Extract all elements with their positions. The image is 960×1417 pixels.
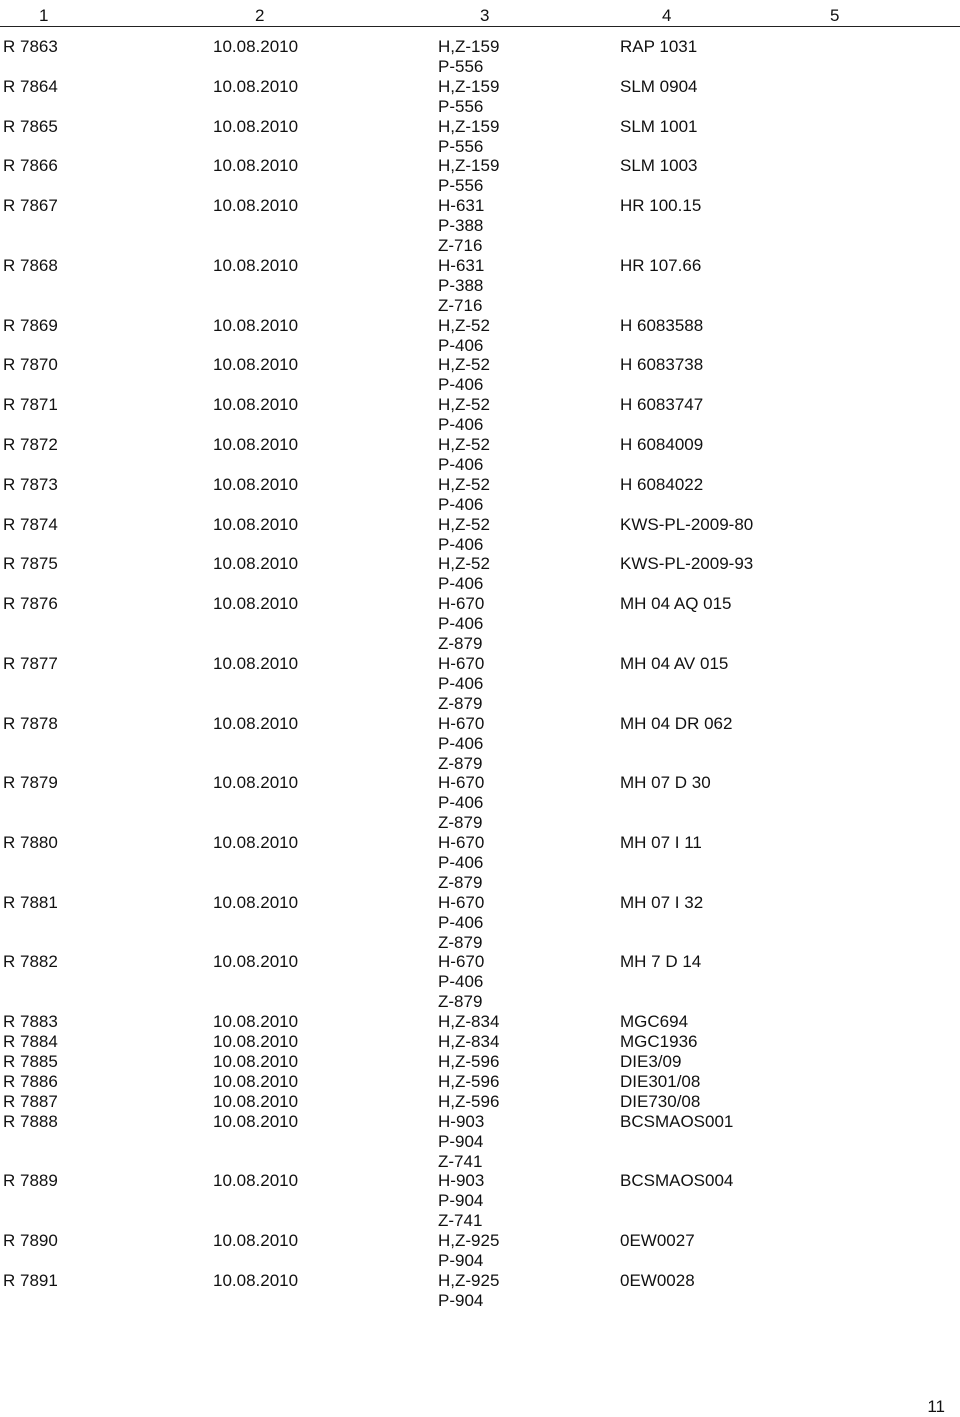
registration-number: R 7871 bbox=[3, 395, 58, 415]
date-cell: 10.08.2010 bbox=[213, 1111, 299, 1131]
date-cell: 10.08.2010 bbox=[213, 1012, 299, 1032]
reference-cell: MH 7 D 14 bbox=[620, 952, 702, 972]
date-cell: 10.08.2010 bbox=[213, 1091, 299, 1111]
registration-number: R 7887 bbox=[3, 1091, 58, 1111]
reference-cell: KWS-PL-2009-80 bbox=[620, 514, 754, 534]
registration-number: R 7876 bbox=[3, 594, 58, 614]
date-cell: 10.08.2010 bbox=[213, 435, 299, 454]
date-cell: 10.08.2010 bbox=[213, 116, 299, 136]
column-header-5: 5 bbox=[830, 6, 840, 25]
registration-number: R 7886 bbox=[3, 1071, 58, 1091]
reference-cell: MH 04 DR 062 bbox=[620, 713, 733, 733]
reference-cell: SLM 0904 bbox=[620, 76, 698, 96]
code-item: P-556 bbox=[438, 176, 484, 196]
code-list bbox=[438, 515, 490, 555]
code-item: P-904 bbox=[438, 1290, 484, 1310]
code-item: H,Z-52 bbox=[438, 474, 490, 494]
code-item: P-406 bbox=[438, 673, 484, 693]
date-cell: 10.08.2010 bbox=[213, 474, 299, 494]
date-cell: 10.08.2010 bbox=[213, 355, 299, 375]
code-list bbox=[438, 1271, 499, 1311]
code-item: P-406 bbox=[438, 793, 484, 813]
code-list bbox=[438, 1112, 484, 1172]
date-cell: 10.08.2010 bbox=[213, 37, 299, 56]
date-cell: 10.08.2010 bbox=[213, 156, 299, 176]
code-list bbox=[438, 435, 490, 475]
date-cell: 10.08.2010 bbox=[213, 1270, 299, 1290]
registration-number: R 7865 bbox=[3, 116, 58, 136]
registration-number: R 7881 bbox=[3, 892, 58, 912]
reference-cell: SLM 1003 bbox=[620, 156, 698, 176]
code-list bbox=[438, 833, 484, 893]
date-cell: 10.08.2010 bbox=[213, 76, 299, 96]
reference-cell: SLM 1001 bbox=[620, 116, 698, 136]
reference-cell: MH 04 AV 015 bbox=[620, 653, 729, 673]
registration-number: R 7885 bbox=[3, 1051, 58, 1071]
code-list bbox=[438, 196, 484, 256]
column-header-row bbox=[0, 6, 960, 26]
code-list bbox=[438, 773, 484, 833]
code-item: P-556 bbox=[438, 57, 484, 76]
reference-cell: 0EW0027 bbox=[620, 1231, 695, 1250]
reference-cell: MH 07 I 11 bbox=[620, 833, 702, 852]
registration-number: R 7890 bbox=[3, 1231, 58, 1250]
registration-number: R 7866 bbox=[3, 156, 58, 176]
code-item: H,Z-52 bbox=[438, 315, 490, 335]
code-item: H,Z-834 bbox=[438, 1012, 500, 1032]
reference-cell: H 6084009 bbox=[620, 435, 704, 454]
code-list bbox=[438, 554, 490, 594]
code-item: P-388 bbox=[438, 216, 484, 236]
code-list bbox=[438, 1092, 499, 1112]
reference-cell: HR 100.15 bbox=[620, 196, 702, 216]
code-item: P-406 bbox=[438, 494, 484, 514]
code-item: H-670 bbox=[438, 952, 485, 972]
reference-cell: H 6083747 bbox=[620, 395, 704, 415]
date-cell: 10.08.2010 bbox=[213, 514, 299, 534]
registration-number: R 7883 bbox=[3, 1012, 58, 1032]
reference-cell: KWS-PL-2009-93 bbox=[620, 554, 754, 574]
registration-number: R 7868 bbox=[3, 255, 58, 275]
reference-cell: MGC694 bbox=[620, 1012, 689, 1032]
registration-number: R 7884 bbox=[3, 1032, 58, 1051]
reference-cell: DIE730/08 bbox=[620, 1091, 701, 1111]
registration-number: R 7880 bbox=[3, 833, 58, 852]
registration-number: R 7874 bbox=[3, 514, 58, 534]
registration-number: R 7875 bbox=[3, 554, 58, 574]
code-item: P-406 bbox=[438, 335, 484, 355]
code-item: P-406 bbox=[438, 614, 484, 634]
code-item: P-406 bbox=[438, 574, 484, 594]
code-list bbox=[438, 1171, 484, 1231]
code-item: H-631 bbox=[438, 255, 485, 275]
code-list bbox=[438, 1052, 499, 1072]
code-item: Z-879 bbox=[438, 813, 483, 833]
registration-number: R 7870 bbox=[3, 355, 58, 375]
reference-cell: HR 107.66 bbox=[620, 255, 702, 275]
date-cell: 10.08.2010 bbox=[213, 713, 299, 733]
reference-cell: H 6083738 bbox=[620, 355, 704, 375]
code-item: Z-741 bbox=[438, 1211, 483, 1231]
code-item: H-670 bbox=[438, 833, 485, 852]
reference-cell: DIE301/08 bbox=[620, 1071, 701, 1091]
registration-number: R 7877 bbox=[3, 653, 58, 673]
date-cell: 10.08.2010 bbox=[213, 315, 299, 335]
date-cell: 10.08.2010 bbox=[213, 594, 299, 614]
column-header-2: 2 bbox=[255, 6, 265, 25]
registration-number: R 7879 bbox=[3, 773, 58, 793]
code-list bbox=[438, 714, 484, 774]
registration-number: R 7878 bbox=[3, 713, 58, 733]
code-item: H,Z-925 bbox=[438, 1231, 500, 1250]
date-cell: 10.08.2010 bbox=[213, 833, 299, 852]
reference-cell: MH 07 D 30 bbox=[620, 773, 711, 793]
date-cell: 10.08.2010 bbox=[213, 1071, 299, 1091]
code-item: H,Z-159 bbox=[438, 76, 500, 96]
date-cell: 10.08.2010 bbox=[213, 554, 299, 574]
code-item: H,Z-52 bbox=[438, 435, 490, 454]
registration-number: R 7869 bbox=[3, 315, 58, 335]
code-list bbox=[438, 654, 484, 714]
code-list bbox=[438, 316, 490, 356]
code-list bbox=[438, 37, 499, 77]
code-item: H-670 bbox=[438, 773, 485, 793]
code-item: H-670 bbox=[438, 594, 485, 614]
date-cell: 10.08.2010 bbox=[213, 1231, 299, 1250]
code-item: Z-741 bbox=[438, 1151, 483, 1171]
code-item: H-670 bbox=[438, 713, 485, 733]
code-list bbox=[438, 952, 484, 1012]
code-item: P-556 bbox=[438, 96, 484, 116]
date-cell: 10.08.2010 bbox=[213, 255, 299, 275]
code-item: Z-879 bbox=[438, 992, 483, 1012]
code-item: P-904 bbox=[438, 1191, 484, 1211]
code-item: P-406 bbox=[438, 853, 484, 872]
code-item: H,Z-52 bbox=[438, 355, 490, 375]
code-item: H,Z-52 bbox=[438, 395, 490, 415]
code-item: P-406 bbox=[438, 534, 484, 554]
date-cell: 10.08.2010 bbox=[213, 1032, 299, 1051]
date-cell: 10.08.2010 bbox=[213, 952, 299, 972]
code-list bbox=[438, 1072, 499, 1092]
code-list bbox=[438, 1032, 499, 1052]
registration-number: R 7873 bbox=[3, 474, 58, 494]
code-item: P-406 bbox=[438, 912, 484, 932]
date-cell: 10.08.2010 bbox=[213, 1171, 299, 1191]
reference-cell: H 6084022 bbox=[620, 474, 704, 494]
code-item: H,Z-52 bbox=[438, 514, 490, 534]
code-item: H-631 bbox=[438, 196, 485, 216]
code-item: P-406 bbox=[438, 455, 484, 474]
reference-cell: 0EW0028 bbox=[620, 1270, 695, 1290]
reference-cell: MGC1936 bbox=[620, 1032, 698, 1051]
code-item: H,Z-52 bbox=[438, 554, 490, 574]
date-cell: 10.08.2010 bbox=[213, 395, 299, 415]
registration-number: R 7891 bbox=[3, 1270, 58, 1290]
code-list bbox=[438, 117, 499, 157]
code-item: P-406 bbox=[438, 415, 484, 435]
header-divider bbox=[0, 26, 960, 27]
code-list bbox=[438, 1012, 499, 1032]
column-header-1: 1 bbox=[39, 6, 49, 25]
reference-cell: BCSMAOS004 bbox=[620, 1171, 734, 1191]
code-list bbox=[438, 1231, 499, 1271]
code-list bbox=[438, 893, 484, 953]
registration-number: R 7882 bbox=[3, 952, 58, 972]
registration-number: R 7872 bbox=[3, 435, 58, 454]
registration-number: R 7864 bbox=[3, 76, 58, 96]
code-item: H,Z-159 bbox=[438, 37, 500, 56]
code-item: P-388 bbox=[438, 275, 484, 295]
registration-number: R 7863 bbox=[3, 37, 58, 56]
code-item: Z-879 bbox=[438, 634, 483, 654]
registration-number: R 7888 bbox=[3, 1111, 58, 1131]
date-cell: 10.08.2010 bbox=[213, 196, 299, 216]
reference-cell: RAP 1031 bbox=[620, 37, 698, 56]
reference-cell: BCSMAOS001 bbox=[620, 1111, 734, 1131]
date-cell: 10.08.2010 bbox=[213, 653, 299, 673]
reference-cell: DIE3/09 bbox=[620, 1051, 682, 1071]
code-item: P-406 bbox=[438, 375, 484, 395]
code-item: Z-879 bbox=[438, 693, 483, 713]
code-item: H,Z-159 bbox=[438, 116, 500, 136]
code-item: H,Z-596 bbox=[438, 1071, 500, 1091]
code-item: H-903 bbox=[438, 1111, 485, 1131]
code-list bbox=[438, 156, 499, 196]
registration-number: R 7867 bbox=[3, 196, 58, 216]
code-list bbox=[438, 594, 484, 654]
column-header-4: 4 bbox=[662, 6, 672, 25]
code-list bbox=[438, 256, 484, 316]
code-item: H-670 bbox=[438, 653, 485, 673]
code-list bbox=[438, 395, 490, 435]
date-cell: 10.08.2010 bbox=[213, 892, 299, 912]
code-item: P-406 bbox=[438, 972, 484, 992]
code-item: P-406 bbox=[438, 733, 484, 753]
code-item: Z-879 bbox=[438, 873, 483, 892]
code-item: H-903 bbox=[438, 1171, 485, 1191]
column-header-3: 3 bbox=[480, 6, 490, 25]
code-item: Z-716 bbox=[438, 295, 483, 315]
code-item: Z-879 bbox=[438, 753, 483, 773]
page-number: 11 bbox=[927, 1397, 945, 1416]
code-item: Z-716 bbox=[438, 236, 483, 256]
reference-cell: H 6083588 bbox=[620, 315, 704, 335]
code-item: P-556 bbox=[438, 136, 484, 156]
code-list bbox=[438, 77, 499, 117]
date-cell: 10.08.2010 bbox=[213, 1051, 299, 1071]
registration-number: R 7889 bbox=[3, 1171, 58, 1191]
code-item: H,Z-159 bbox=[438, 156, 500, 176]
code-list bbox=[438, 355, 490, 395]
reference-cell: MH 07 I 32 bbox=[620, 892, 704, 912]
code-item: H,Z-925 bbox=[438, 1270, 500, 1290]
code-item: H,Z-834 bbox=[438, 1032, 500, 1051]
code-item: Z-879 bbox=[438, 932, 483, 952]
date-cell: 10.08.2010 bbox=[213, 773, 299, 793]
code-list bbox=[438, 475, 490, 515]
code-item: P-904 bbox=[438, 1131, 484, 1151]
reference-cell: MH 04 AQ 015 bbox=[620, 594, 732, 614]
code-item: H,Z-596 bbox=[438, 1051, 500, 1071]
code-item: P-904 bbox=[438, 1251, 484, 1270]
code-item: H,Z-596 bbox=[438, 1091, 500, 1111]
code-item: H-670 bbox=[438, 892, 485, 912]
